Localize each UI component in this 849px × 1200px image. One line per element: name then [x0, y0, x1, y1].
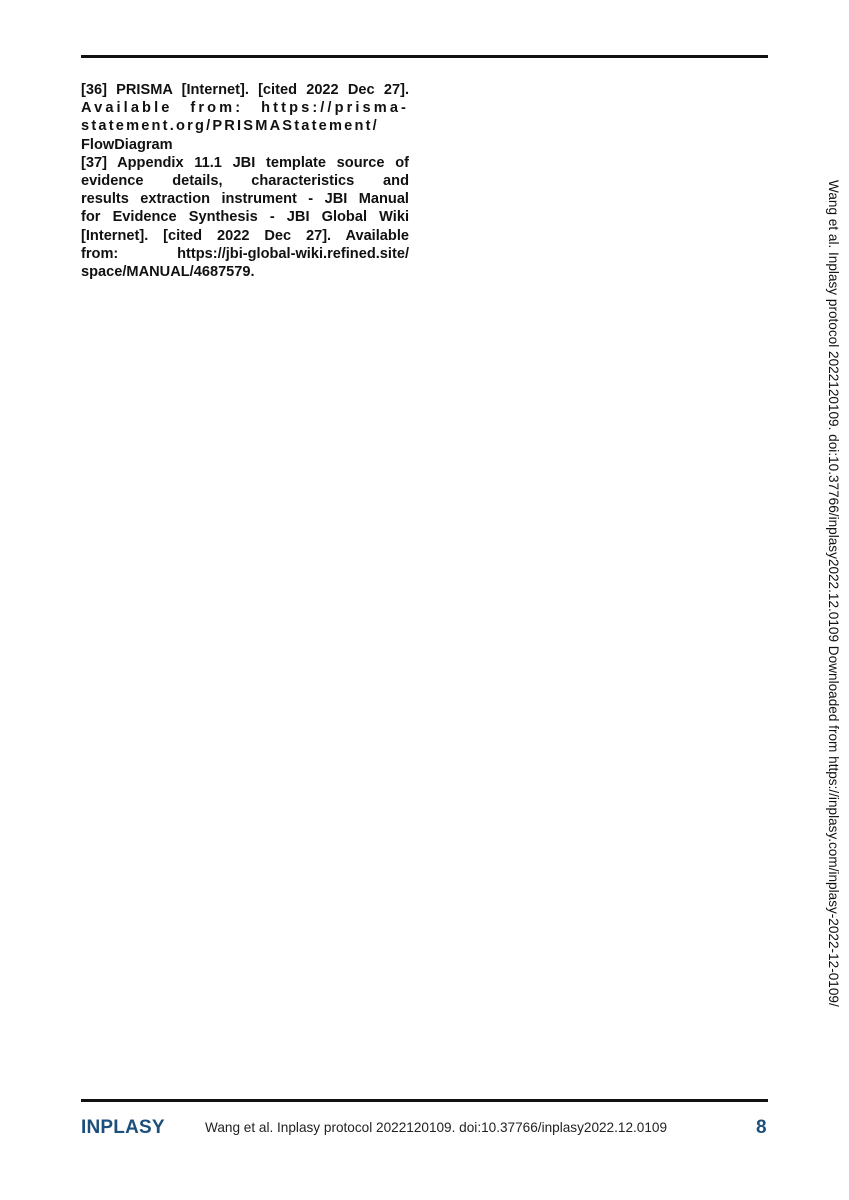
- journal-brand: INPLASY: [81, 1117, 165, 1138]
- reference-list: [81, 81, 409, 281]
- header-rule: [81, 55, 768, 58]
- download-watermark: Wang et al. Inplasy protocol 2022120109. doi:10.37766/inplasy2022.12.0109 Downloaded from https://inplasy.com/inplasy-2022-12-0109/: [826, 180, 841, 1007]
- reference-36-line: statement.org/PRISMAStatement/: [81, 118, 379, 135]
- reference-37-line: from: https://jbi-global-wiki.refined.site/: [81, 245, 409, 262]
- reference-37-line: results extraction instrument - JBI Manual: [81, 191, 409, 208]
- footer-citation: Wang et al. Inplasy protocol 2022120109. doi:10.37766/inplasy2022.12.0109: [205, 1120, 668, 1135]
- page-number: 8: [756, 1117, 767, 1138]
- reference-36-line: FlowDiagram: [81, 136, 173, 153]
- reference-37-line: for Evidence Synthesis - JBI Global Wiki: [81, 209, 409, 226]
- reference-37-line: evidence details, characteristics and: [81, 173, 409, 190]
- reference-36-line: [36] PRISMA [Internet]. [cited 2022 Dec 27].: [81, 82, 409, 98]
- reference-37-line: space/MANUAL/4687579.: [81, 264, 255, 281]
- reference-36: [81, 81, 409, 154]
- reference-37-line: [Internet]. [cited 2022 Dec 27]. Available: [81, 227, 409, 244]
- reference-37: [81, 154, 409, 281]
- reference-36-line: Available from: https://prisma-: [81, 100, 409, 117]
- footer-rule: [81, 1099, 768, 1102]
- reference-37-line: [37] Appendix 11.1 JBI template source of: [81, 154, 409, 171]
